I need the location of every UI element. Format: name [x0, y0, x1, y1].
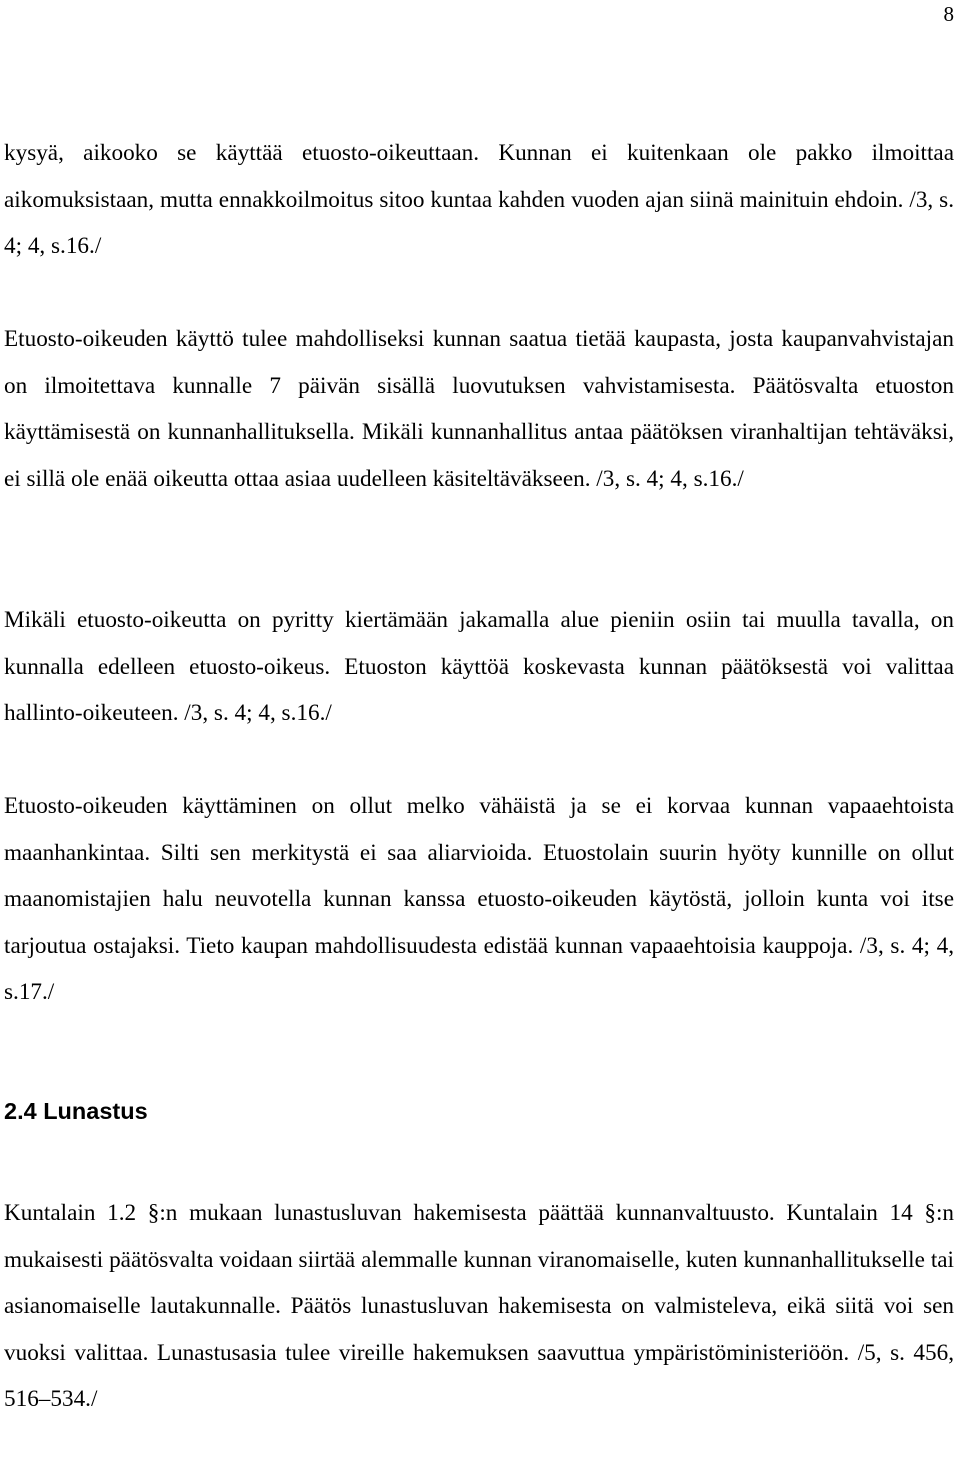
paragraph-2: Etuosto-oikeuden käyttö tulee mahdolliseksi kunnan saatua tietää kaupasta, josta kaupanvahvistajan on ilmoitettava kunnalle 7 päivän sisällä luovutuksen vahvistamisesta. Päätösvalta etuoston käyttämisestä on kunnanhallituksella. Mikäli kunnanhallitus antaa päätöksen viranhaltijan tehtäväksi, ei sillä ole enää oikeutta ottaa asiaa uudelleen käsiteltäväkseen. /3, s. 4; 4, s.16./	[4, 326, 954, 492]
paragraph-1: kysyä, aikooko se käyttää etuosto-oikeuttaan. Kunnan ei kuitenkaan ole pakko ilmoittaa aikomuksistaan, mutta ennakkoilmoitus sitoo kuntaa kahden vuoden ajan siinä mainituin ehdoin. /3, s. 4; 4, s.16./	[4, 140, 954, 260]
section-heading: 2.4 Lunastus	[4, 1098, 148, 1124]
paragraph-4: Etuosto-oikeuden käyttäminen on ollut melko vähäistä ja se ei korvaa kunnan vapaaehtoista maanhankintaa. Silti sen merkitystä ei saa aliarvioida. Etuostolain suurin hyöty kunnille on ollut maanomistajien halu neuvotella kunnan kanssa etuosto-oikeuden käytöstä, jolloin kunta voi itse tarjoutua ostajaksi. Tieto kaupan mahdollisuudesta edistää kunnan vapaaehtoisia kauppoja. /3, s. 4; 4, s.17./	[4, 793, 954, 1006]
section-paragraph: Kuntalain 1.2 §:n mukaan lunastusluvan hakemisesta päättää kunnanvaltuusto. Kuntalain 14 §:n mukaisesti päätösvalta voidaan siirtää alemmalle kunnan viranomaiselle, kuten kunnanhallitukselle tai asianomaiselle lautakunnalle. Päätös lunastusluvan hakemisesta on valmisteleva, eikä siitä voi sen vuoksi valittaa. Lunastusasia tulee vireille hakemuksen saavuttua ympäristöministeriöön. /5, s. 456, 516–534./	[4, 1200, 954, 1413]
paragraph-3: Mikäli etuosto-oikeutta on pyritty kiertämään jakamalla alue pieniin osiin tai muulla tavalla, on kunnalla edelleen etuosto-oikeus. Etuoston käyttöä koskevasta kunnan päätöksestä voi valittaa hallinto-oikeuteen. /3, s. 4; 4, s.16./	[4, 607, 954, 727]
page-number: 8	[943, 2, 954, 26]
